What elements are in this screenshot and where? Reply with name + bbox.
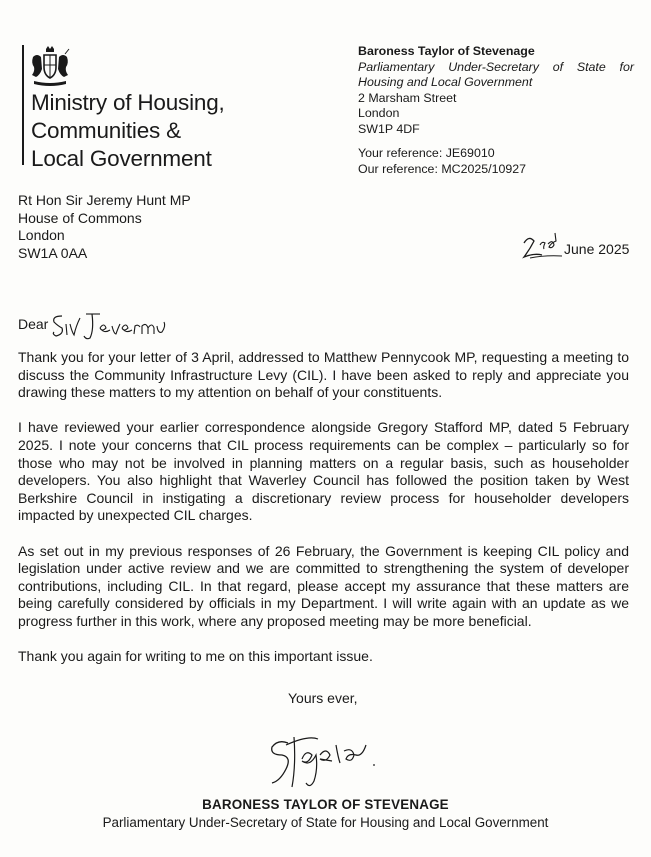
date-text: June 2025 [564, 241, 630, 257]
body-paragraph: I have reviewed your earlier correspondence alongside Gregory Stafford MP, dated 5 February 2025. I note your concerns that CIL process requirements can be complex – particularly so for those who may not be involved in planning matters on a regular basis, such as householder developers. You also highlight that Waverley Council has followed the position taken by West Berkshire Council in instigating a discretionary review process for householder developers impacted by unexpected CIL charges. [18, 419, 629, 524]
your-reference: Your reference: JE69010 [358, 146, 495, 160]
body-paragraph: As set out in my previous responses of 26 February, the Government is keeping CIL policy and legislation under active review and we are committed to strengthening the system of developer contributions, including CIL. In that regard, please accept my assurance that these matters are being carefully considered by officials in my Department. I will write again with an update as we progress further in this work, where any proposed meeting may be more beneficial. [18, 542, 629, 629]
signatory-role: Parliamentary Under-Secretary of State for Housing and Local Government [102, 815, 549, 830]
body-paragraph: Thank you for your letter of 3 April, addressed to Matthew Pennycook MP, requesting a meeting to discuss the Community Infrastructure Levy (CIL). I have been asked to reply and appreciate you drawing these matters to my attention on behalf of your constituents. [18, 349, 629, 401]
salutation-dear: Dear [18, 316, 49, 332]
letter-date [520, 231, 640, 261]
handwritten-signature [258, 725, 388, 795]
recipient-address-line: SW1A 0AA [18, 244, 88, 261]
our-reference: Our reference: MC2025/10927 [358, 161, 527, 176]
sender-block [358, 44, 634, 138]
recipient-address [18, 192, 191, 262]
royal-coat-of-arms-icon [28, 45, 72, 87]
sender-address-line: SW1P 4DF [358, 121, 420, 136]
recipient-address-line: House of Commons [18, 209, 142, 226]
letter-body [18, 349, 629, 683]
handwritten-salutation [50, 310, 170, 344]
letterhead-rule [22, 45, 24, 165]
signatory-name: BARONESS TAYLOR OF STEVENAGE [202, 797, 449, 812]
sender-address-line: 2 Marsham Street [358, 90, 457, 105]
department-name [31, 89, 225, 173]
letterhead [22, 45, 272, 171]
recipient-address-line: Rt Hon Sir Jeremy Hunt MP [18, 192, 191, 208]
department-line: Ministry of Housing, [31, 90, 225, 115]
valediction: Yours ever, [288, 690, 358, 706]
body-paragraph: Thank you again for writing to me on this important issue. [18, 648, 373, 665]
sender-role: Parliamentary Under-Secretary of State for [358, 59, 634, 74]
references [358, 146, 526, 177]
department-line: Communities & [31, 118, 181, 143]
salutation [18, 310, 218, 346]
department-line: Local Government [31, 146, 212, 171]
recipient-address-line: London [18, 227, 65, 244]
sender-name: Baroness Taylor of Stevenage [358, 44, 535, 58]
handwritten-day-mark [520, 231, 568, 261]
sender-address-line: London [358, 106, 400, 121]
sender-role-continued: Housing and Local Government [358, 75, 533, 90]
